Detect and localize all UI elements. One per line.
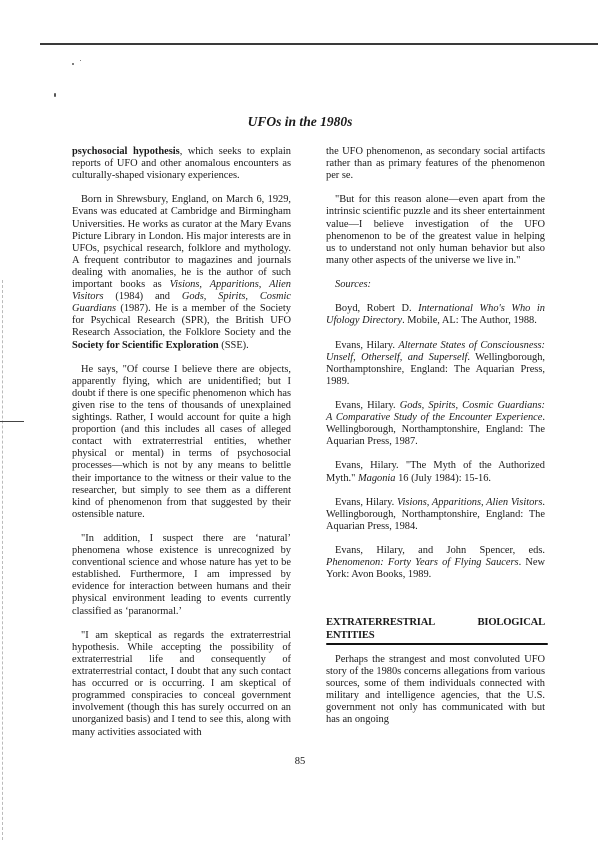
text: (SSE).	[218, 339, 249, 351]
book-title: Visions, Apparitions, Alien Visitors	[72, 279, 291, 303]
source-author: Evans, Hilary. "The Myth of the Authorized Myth."	[326, 460, 545, 484]
source-title: International Who's Who in Ufology Directory	[326, 303, 545, 327]
paragraph-quote-1: He says, "Of course I believe there are objects, apparently flying, which are unidentified; but I doubt if there is one specific phenomenon which has given rise to the tens of thousands of unexplained sightings. Rather, I would account for quite a high proportion (and this includes all cases of alleged contact with extraterrestrial entities, whether physical or mental) in terms of psychosocial processes—which is not by any means to belittle their importance to the witness or their value to the researcher, but simply to see them as a different kind of phenomenon from that suggested by their ostensible nature.	[72, 363, 291, 520]
scan-speck	[80, 60, 81, 61]
source-publisher: . Wellingborough, Northamptonshire, England: The Aquarian Press, 1987.	[326, 412, 545, 448]
scan-speck	[54, 93, 56, 97]
paragraph-text: , which seeks to explain reports of UFO and other anomalous encounters as culturally-shaped visionary experiences.	[72, 146, 292, 182]
source-publisher: . Wellingborough, Northamptonshire, England: The Aquarian Press, 1984.	[326, 496, 545, 532]
paragraph-quote-2: "In addition, I suspect there are ‘natural’ phenomena whose existence is unrecognized by conventional science and whose nature has yet to be established. Furthermore, I am impressed by evidence for interaction between humans and their physical environment leading to events currently classified as ‘paranormal.’	[72, 533, 291, 617]
source-title: Alternate States of Consciousness: Unself, Otherself, and Superself	[326, 339, 546, 363]
page-number: 85	[294, 756, 306, 767]
source-publisher: . New York: Avon Books, 1989.	[326, 557, 545, 581]
text: (1984) and	[103, 291, 182, 303]
source-entry	[326, 340, 545, 388]
bold-term: psychosocial hypothesis	[72, 146, 180, 157]
source-publisher: . Mobile, AL: The Author, 1988.	[402, 315, 537, 327]
source-title: Gods, Spirits, Cosmic Guardians: A Comparative Study of the Encounter Experience	[326, 399, 545, 424]
paragraph-quote-3: "I am skeptical as regards the extraterrestrial hypothesis. While accepting the possibility of extraterrestrial life and consequently of extraterrestrial contact, I doubt that any such contact has occurred or is occurring. I am skeptical of programmed conspiracies to conceal government involvement (though this has surely occurred on an unorganized basis) and I tend to see this, along with many activities associated with	[72, 629, 291, 738]
paragraph-bio	[72, 194, 291, 351]
sources-label: Sources:	[335, 279, 371, 291]
top-rule	[40, 43, 598, 45]
source-title: Magonia	[357, 472, 396, 484]
paragraph-quote-4: "But for this reason alone—even apart from the intrinsic scientific puzzle and its sheer entertainment value—I believe investigation of the UFO phenomenon to be of the greatest value in helping us to understand not only human behavior but also many other aspects of the universe we live in."	[326, 194, 545, 266]
margin-tick-mark	[0, 421, 24, 422]
right-column	[326, 146, 545, 738]
source-author: Boyd, Robert D.	[335, 303, 419, 315]
source-title: Visions, Apparitions, Alien Visitors	[396, 496, 543, 508]
source-publisher: 16 (July 1984): 15-16.	[395, 472, 492, 484]
section-heading: EXTRATERRESTRIAL BIOLOGICAL ENTITIES	[326, 617, 545, 641]
source-publisher: . Wellingborough, Northamptonshire, England: The Aquarian Press, 1989.	[326, 351, 546, 387]
source-author: Evans, Hilary.	[335, 496, 397, 508]
source-entry	[326, 460, 545, 484]
left-column	[72, 146, 291, 739]
source-entry	[326, 400, 545, 448]
source-title: Phenomenon: Forty Years of Flying Saucers	[326, 557, 519, 569]
bold-term: Society for Scientific Exploration	[72, 339, 219, 351]
scan-speck	[72, 63, 74, 65]
book-title: Gods, Spirits, Cosmic Guardians	[72, 291, 292, 315]
paragraph-section-intro: Perhaps the strangest and most convoluted UFO story of the 1980s concerns allegations from various sources, some of them individuals connected with military and intelligence agencies, that the U.S. government not only has communicated with but has an ongoing	[326, 653, 545, 726]
source-author: Evans, Hilary.	[335, 399, 400, 411]
running-head: UFOs in the 1980s	[247, 114, 353, 129]
paragraph: the UFO phenomenon, as secondary social artifacts rather than as primary features of the phenomenon per se.	[326, 146, 545, 182]
source-entry	[326, 497, 545, 533]
source-author: Evans, Hilary.	[335, 339, 399, 351]
source-author: Evans, Hilary, and John Spencer, eds.	[335, 545, 545, 557]
source-entry	[326, 303, 545, 327]
paragraph	[72, 146, 291, 182]
text: Born in Shrewsbury, England, on March 6, 1929, Evans was educated at Cambridge and Birmingham Universities. He works as curator at the Mary Evans Picture Library in London. His major interests are in UFOs, psychical research, folklore and mythology. A frequent contributor to magazines and journals dealing with anomalies, he is the author of such important books as	[72, 194, 291, 291]
text: (1987). He is a member of the Society for Psychical Research (SPR), the British UFO Research Association, the Folklore Society and the	[72, 303, 291, 339]
source-entry	[326, 545, 545, 581]
